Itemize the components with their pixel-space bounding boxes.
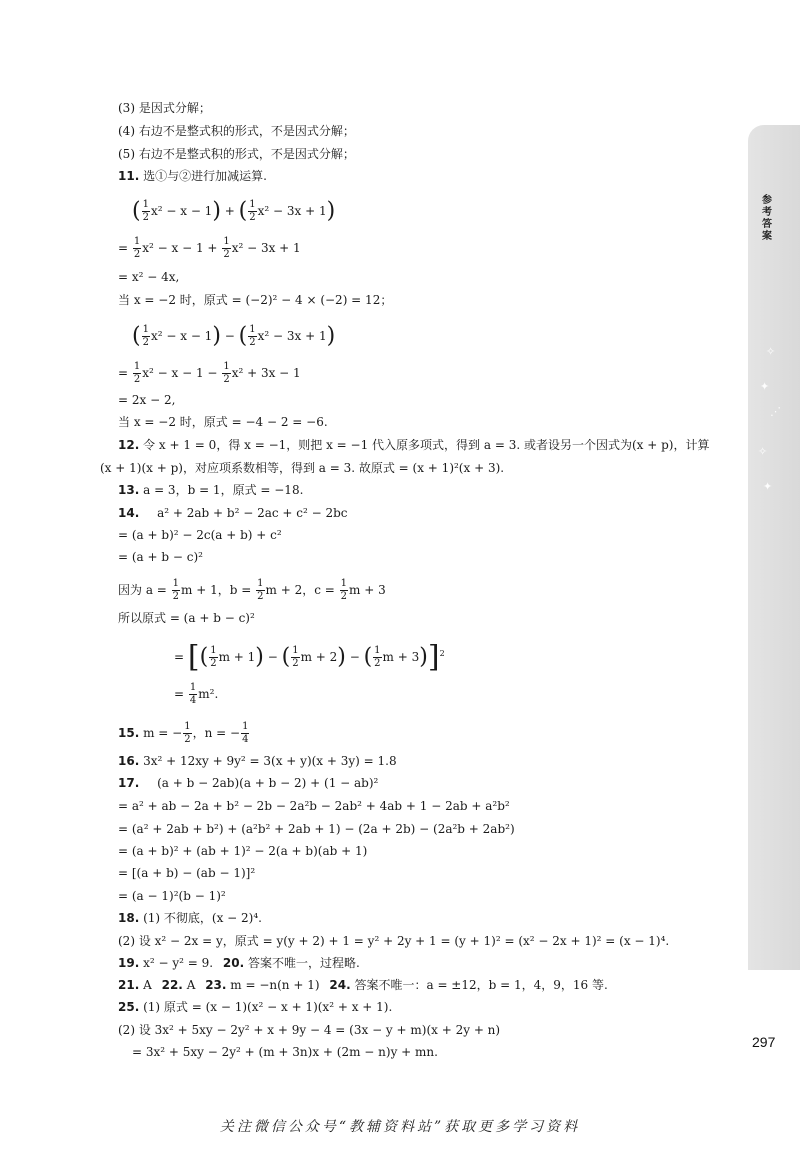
question-number: 17. [118, 776, 140, 790]
math-line: 所以原式 = (a + b − c)² [118, 611, 255, 625]
question-number: 22. [161, 978, 183, 992]
math-line: = 2x − 2, [118, 393, 176, 407]
question-12: 12. 令 x + 1 = 0，得 x = −1，则把 x = −1 代入原多项式，得到 a = 3. 或者设另一个因式为(x + p)，计算 [118, 438, 710, 452]
sparkle-icon: ✧ [758, 445, 768, 458]
side-tab [748, 125, 800, 970]
math-line: = 3x² + 5xy − 2y² + (m + 3n)x + (2m − n)y + mn. [132, 1045, 438, 1059]
text-line: (5) 右边不是整式积的形式，不是因式分解； [118, 147, 355, 161]
question-number: 14. [118, 506, 140, 520]
text-line: (3) 是因式分解； [118, 101, 211, 115]
math-line: = (a² + 2ab + b²) + (a²b² + 2ab + 1) − (2a + 2b) − (2a²b + 2ab²) [118, 822, 515, 836]
question-21-24: 21. A 22. A 23. m = −n(n + 1) 24. 答案不唯一：a = ±12，b = 1，4，9，16 等. [118, 978, 608, 992]
math-line: = (a + b)² − 2c(a + b) + c² [118, 528, 282, 542]
math-line: 因为 a = $\frac{1}{2}$ m + 1，b = $\frac{1}{2}$ m + 2，c = $\frac{1}{2}$ m + 3 [118, 578, 386, 602]
question-15: 15. m = − $\frac{1}{2}$ ，n = − $\frac{1}{4}$ [118, 721, 249, 745]
math-line: = (a − 1)²(b − 1)² [118, 889, 226, 903]
math-line: = (a + b)² + (ab + 1)² − 2(a + b)(ab + 1) [118, 844, 368, 858]
sparkle-icon: ✦ [760, 380, 770, 393]
math-line: = (a + b − c)² [118, 550, 203, 564]
question-number: 20. [222, 956, 245, 970]
math-line: 当 x = −2 时，原式 = (−2)² − 4 × (−2) = 12； [118, 293, 393, 307]
math-line: = a² + ab − 2a + b² − 2b − 2a²b − 2ab² + 4ab + 1 − 2ab + a²b² [118, 799, 510, 813]
question-number: 13. [118, 483, 140, 497]
question-14: 14. a² + 2ab + b² − 2ac + c² − 2bc [118, 506, 348, 520]
question-number: 16. [118, 754, 140, 768]
page-number: 297 [752, 1034, 776, 1050]
sparkle-icon: ⋰ [770, 405, 781, 418]
footer-watermark: 关注微信公众号“教辅资料站”获取更多学习资料 [219, 1119, 581, 1135]
question-25: 25. (1) 原式 = (x − 1)(x² − x + 1)(x² + x + 1). [118, 1000, 393, 1014]
text-line: (x + 1)(x + p)，对应项系数相等，得到 a = 3. 故原式 = (x + 1)²(x + 3). [100, 461, 505, 475]
math-line: = [(a + b) − (ab − 1)]² [118, 866, 256, 880]
text-line: (2) 设 x² − 2x = y，原式 = y(y + 2) + 1 = y² + 2y + 1 = (y + 1)² = (x² − 2x + 1)² = (x − 1)⁴. [118, 934, 670, 948]
question-number: 12. [118, 438, 140, 452]
math-line: = [( $\frac{1}{2}$ m + 1) − ( $\frac{1}{2}$ m + 2) − ( $\frac{1}{2}$ m + 3)]$^2$ [174, 639, 445, 675]
question-19-20: 19. x² − y² = 9. 20. 答案不唯一，过程略. [118, 956, 360, 970]
question-18: 18. (1) 不彻底，(x − 2)⁴. [118, 911, 262, 925]
question-number: 18. [118, 911, 140, 925]
question-number: 19. [118, 956, 140, 970]
question-number: 23. [205, 978, 227, 992]
math-line: ( $\frac{1}{2}$ x² − x − 1) + ( $\frac{1}{2}$ x² − 3x + 1) [132, 198, 336, 224]
math-line: = x² − 4x, [118, 270, 180, 284]
text-line: (2) 设 3x² + 5xy − 2y² + x + 9y − 4 = (3x − y + m)(x + 2y + n) [118, 1023, 501, 1037]
question-number: 24. [329, 978, 351, 992]
text-line: (4) 右边不是整式积的形式，不是因式分解； [118, 124, 355, 138]
math-line: 当 x = −2 时，原式 = −4 − 2 = −6. [118, 415, 328, 429]
math-line: = $\frac{1}{4}$ m². [174, 682, 219, 706]
question-number: 11. [118, 169, 140, 183]
sparkle-icon: ✧ [766, 345, 776, 358]
math-line: = $\frac{1}{2}$ x² − x − 1 + $\frac{1}{2}$ x² − 3x + 1 [118, 236, 301, 260]
question-17: 17. (a + b − 2ab)(a + b − 2) + (1 − ab)² [118, 776, 379, 790]
question-16: 16. 3x² + 12xy + 9y² = 3(x + y)(x + 3y) = 1.8 [118, 754, 397, 768]
question-number: 21. [118, 978, 140, 992]
side-tab-label: 参考答案 [762, 195, 772, 242]
sparkle-icon: ✦ [763, 480, 773, 493]
question-13: 13. a = 3，b = 1，原式 = −18. [118, 483, 304, 497]
question-number: 15. [118, 726, 140, 740]
question-11: 11. 选①与②进行加减运算. [118, 169, 267, 183]
math-line: = $\frac{1}{2}$ x² − x − 1 − $\frac{1}{2}$ x² + 3x − 1 [118, 361, 301, 385]
math-line: ( $\frac{1}{2}$ x² − x − 1) − ( $\frac{1}{2}$ x² − 3x + 1) [132, 323, 336, 349]
question-number: 25. [118, 1000, 140, 1014]
